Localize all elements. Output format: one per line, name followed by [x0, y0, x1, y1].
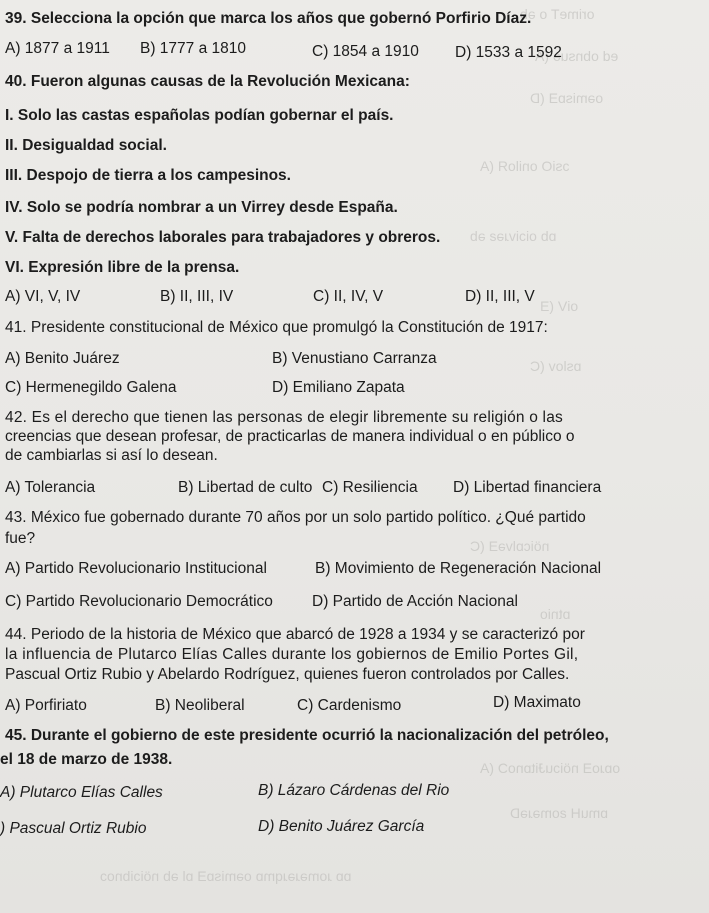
question-43-stem-line-2: fue? [5, 530, 36, 547]
q42-option-b[interactable]: B) Libertad de culto [178, 479, 313, 496]
question-42-stem-line-3: de cambiarlas si así lo desean. [5, 447, 218, 464]
q40-option-d[interactable]: D) II, III, V [465, 288, 535, 305]
q43-option-b[interactable]: B) Movimiento de Regeneración Nacional [315, 560, 602, 577]
q44-option-b[interactable]: B) Neoliberal [155, 697, 245, 714]
question-42-stem-line-1: 42. Es el derecho que tienen las personas de elegir libremente su religión o las [5, 409, 563, 426]
q41-option-d[interactable]: D) Emiliano Zapata [272, 379, 405, 396]
q39-option-b[interactable]: B) 1777 a 1810 [140, 40, 247, 57]
question-42-stem-line-2: creencias que desean profesar, de practicarlas de manera individual o en público o [5, 428, 575, 445]
q40-item-3: III. Despojo de tierra a los campesinos. [5, 167, 291, 184]
question-45-stem-line-1: 45. Durante el gobierno de este presidente ocurrió la nacionalización del petróleo, [5, 727, 609, 744]
q43-option-c[interactable]: C) Partido Revolucionario Democrático [5, 593, 273, 610]
question-39-stem: 39. Selecciona la opción que marca los años que gobernó Porfirio Díaz. [5, 10, 532, 27]
q45-option-b[interactable]: B) Lázaro Cárdenas del Rio [258, 782, 450, 799]
q44-option-a[interactable]: A) Porfiriato [5, 697, 87, 714]
q39-option-a[interactable]: A) 1877 a 1911 [5, 40, 110, 57]
q42-option-d[interactable]: D) Libertad financiera [453, 479, 602, 496]
question-44-stem-line-1: 44. Periodo de la historia de México que abarcó de 1928 a 1934 y se caracterizó por [5, 626, 585, 643]
q45-option-a[interactable]: A) Plutarco Elías Calles [0, 784, 163, 801]
q42-option-a[interactable]: A) Tolerancia [5, 479, 96, 496]
q42-option-c[interactable]: C) Resiliencia [322, 479, 418, 496]
q39-option-d[interactable]: D) 1533 a 1592 [455, 44, 562, 61]
q40-item-1: I. Solo las castas españolas podían gobernar el país. [5, 107, 394, 124]
q40-item-4: IV. Solo se podría nombrar a un Virrey desde España. [5, 199, 398, 216]
q40-option-c[interactable]: C) II, IV, V [313, 288, 384, 305]
q45-option-d[interactable]: D) Benito Juárez García [258, 818, 425, 835]
q43-option-a[interactable]: A) Partido Revolucionario Institucional [5, 560, 267, 577]
q40-option-b[interactable]: B) II, III, IV [160, 288, 234, 305]
question-45-stem-line-2: el 18 de marzo de 1938. [0, 751, 173, 768]
q40-item-5: V. Falta de derechos laborales para trabajadores y obreros. [5, 229, 441, 246]
question-40-stem: 40. Fueron algunas causas de la Revolución Mexicana: [5, 73, 410, 90]
q40-item-6: VI. Expresión libre de la prensa. [5, 259, 240, 276]
q41-option-a[interactable]: A) Benito Juárez [5, 350, 120, 367]
q41-option-c[interactable]: C) Hermenegildo Galena [5, 379, 177, 396]
q44-option-c[interactable]: C) Cardenismo [297, 697, 402, 714]
question-43-stem-line-1: 43. México fue gobernado durante 70 años por un solo partido político. ¿Qué partido [5, 509, 586, 526]
q40-option-a[interactable]: A) VI, V, IV [5, 288, 81, 305]
q43-option-d[interactable]: D) Partido de Acción Nacional [312, 593, 518, 610]
question-41-stem: 41. Presidente constitucional de México que promulgó la Constitución de 1917: [5, 319, 548, 336]
q45-option-c[interactable]: ) Pascual Ortiz Rubio [0, 820, 147, 837]
q40-item-2: II. Desigualdad social. [5, 137, 167, 154]
q39-option-c[interactable]: C) 1854 a 1910 [312, 43, 419, 60]
question-44-stem-line-2: la influencia de Plutarco Elías Calles durante los gobiernos de Emilio Portes Gil, [5, 646, 579, 663]
q41-option-b[interactable]: B) Venustiano Carranza [272, 350, 437, 367]
question-44-stem-line-3: Pascual Ortiz Rubio y Abelardo Rodríguez, quienes fueron controlados por Calles. [5, 666, 570, 683]
q44-option-d[interactable]: D) Maximato [493, 694, 581, 711]
